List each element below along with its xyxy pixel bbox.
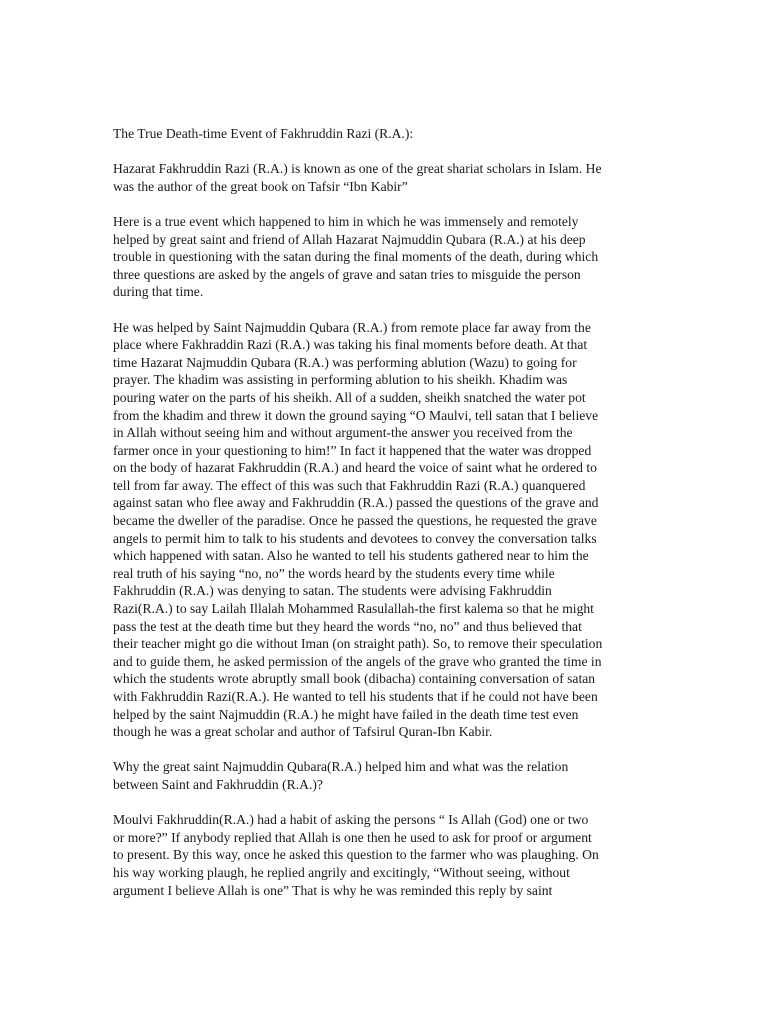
document-title: The True Death-time Event of Fakhruddin Razi (R.A.):: [113, 126, 414, 141]
paragraph-true-event: Here is a true event which happened to him in which he was immensely and remotely helped by great saint and friend of Allah Hazarat Najmuddin Qubara (R.A.) at his deep trouble in questioning with the satan during the final moments of the death, during which three questions are asked by the angels of grave and satan tries to misguide the person during that time.: [113, 213, 599, 300]
paragraph-habit: Moulvi Fakhruddin(R.A.) had a habit of asking the persons “ Is Allah (God) one or two or more?” If anybody replied that Allah is one then he used to ask for proof or argument to present. By this way, once he asked this question to the farmer who was plaughing. On his way working plaugh, he replied angrily and excitingly, “Without seeing, without argument I believe Allah is one” That is why he was reminded this reply by saint: [113, 812, 599, 898]
document-body: [113, 125, 661, 917]
paragraph-help-story: He was helped by Saint Najmuddin Qubara (R.A.) from remote place far away from the place where Fakhraddin Razi (R.A.) was taking his final moments before death. At that time Hazarat Najmuddin Qubara (R.A.) was performing ablution (Wazu) to going for prayer. The khadim was assisting in performing ablution to his sheikh. Khadim was pouring water on the parts of his sheikh. All of a sudden, sheikh snatched the water pot from the khadim and threw it down the ground saying “O Maulvi, tell satan that I believe in Allah without seeing him and without argument-the answer you received from the farmer once in your questioning to him!” In fact it happened that the water was dropped on the body of hazarat Fakhruddin (R.A.) and heard the voice of saint what he ordered to tell from far away. The effect of this was such that Fakhruddin Razi (R.A.) quanquered against satan who flee away and Fakhruddin (R.A.) passed the questions of the grave and became the dweller of the paradise. Once he passed the questions, he requested the grave angels to permit him to talk to his students and devotees to convey the conversation talks which happened with satan. Also he wanted to tell his students gathered near to him the real truth of his saying “no, no” the words heard by the students every time while Fakhruddin (R.A.) was denying to satan. The students were advising Fakhruddin Razi(R.A.) to say Lailah Illalah Mohammed Rasulallah-the first kalema so that he might pass the test at the death time but they heard the words “no, no” and thus believed that their teacher might go die without Iman (on straight path). So, to remove their speculation and to guide them, he asked permission of the angels of the grave who granted the time in which the students wrote abruptly small book (dibacha) containing conversation of satan with Fakhruddin Razi(R.A.). He wanted to tell his students that if he could not have been helped by the saint Najmuddin (R.A.) he might have failed in the death time test even though he was a great scholar and author of Tafsirul Quran-Ibn Kabir.: [113, 319, 603, 740]
paragraph-question: Why the great saint Najmuddin Qubara(R.A.) helped him and what was the relation between Saint and Fakhruddin (R.A.)?: [113, 759, 569, 792]
paragraph-intro: Hazarat Fakhruddin Razi (R.A.) is known as one of the great shariat scholars in Islam. He was the author of the great book on Tafsir “Ibn Kabir”: [113, 161, 602, 194]
